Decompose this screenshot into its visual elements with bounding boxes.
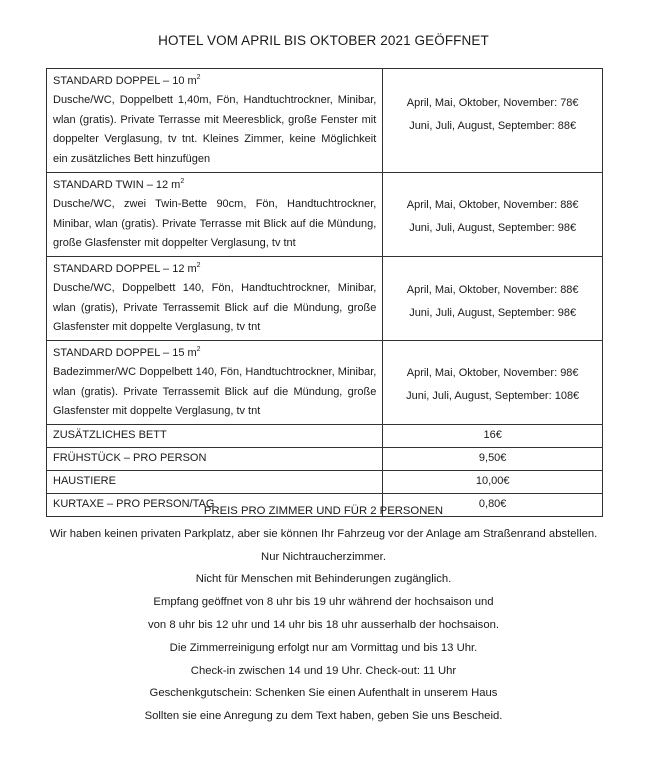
price-cell — [383, 173, 603, 257]
extra-label: HAUSTIERE — [47, 471, 383, 494]
table-row — [47, 425, 603, 448]
room-description: Badezimmer/WC Doppelbett 140, Fön, Handtuchtrockner, Minibar, wlan (gratis). Private Terrassemit Blick auf die Mündung, große Glasfenster mit doppelte Verglasung, tv tnt — [53, 366, 377, 418]
note-line: Check-in zwischen 14 und 19 Uhr. Check-out: 11 Uhr — [190, 664, 457, 677]
price-low-season: April, Mai, Oktober, November: 88€ — [406, 284, 579, 296]
price-cell — [383, 341, 603, 425]
note-line: Nicht für Menschen mit Behinderungen zugänglich. — [195, 573, 452, 586]
extra-price: 9,50€ — [383, 448, 603, 471]
note-line: PREIS PRO ZIMMER UND FÜR 2 PERSONEN — [203, 505, 444, 517]
price-cell — [383, 257, 603, 341]
room-name: STANDARD TWIN – 12 $m^2$ — [53, 178, 185, 191]
extra-price: 0,80€ — [383, 494, 603, 517]
price-high-season: Juni, Juli, August, September: 88€ — [409, 120, 577, 132]
table-row — [47, 341, 603, 425]
price-high-season: Juni, Juli, August, September: 108€ — [406, 390, 580, 402]
room-cell — [47, 341, 383, 425]
room-description: Dusche/WC, zwei Twin-Bette 90cm, Fön, Handtuchtrockner, Minibar, wlan (gratis). Private Terrasse mit Blick auf die Mündung, große Glasfenster mit doppelter Verglasung, tv tnt — [53, 198, 377, 250]
room-description: Dusche/WC, Doppelbett 140, Fön, Handtuchtrockner, Minibar, wlan (gratis), Private Terrassemit Blick auf die Mündung, große Glasfenster mit doppelte Verglasung, tv tnt — [53, 282, 377, 334]
price-high-season: Juni, Juli, August, September: 98€ — [409, 222, 577, 234]
price-high-season: Juni, Juli, August, September: 98€ — [409, 307, 577, 319]
table-row — [47, 448, 603, 471]
room-cell — [47, 173, 383, 257]
room-name: STANDARD DOPPEL – 10 $m^2$ — [53, 74, 201, 87]
extra-price: 16€ — [383, 425, 603, 448]
price-low-season: April, Mai, Oktober, November: 88€ — [406, 199, 579, 211]
table-row — [47, 257, 603, 341]
note-line: Die Zimmerreinigung erfolgt nur am Vormittag und bis 13 Uhr. — [169, 641, 478, 654]
table-row — [47, 471, 603, 494]
price-low-season: April, Mai, Oktober, November: 98€ — [406, 367, 579, 379]
extra-price: 10,00€ — [383, 471, 603, 494]
room-description: Dusche/WC, Doppelbett 1,40m, Fön, Handtuchtrockner, Minibar, wlan (gratis). Private Terrasse mit Meeresblick, große Fenster mit doppelter Verglasung, tv tnt. Kleines Zimmer, keine Möglichkeit ein zusätzliches Bett hinzufügen — [53, 94, 377, 166]
notes-section — [0, 500, 647, 728]
price-cell — [383, 69, 603, 173]
extra-label: FRÜHSTÜCK – PRO PERSON — [47, 448, 383, 471]
note-line: Wir haben keinen privaten Parkplatz, aber sie können Ihr Fahrzeug vor der Anlage am Straßenrand abstellen. — [49, 527, 598, 540]
price-table — [46, 68, 603, 517]
table-row — [47, 173, 603, 257]
note-line: von 8 uhr bis 12 uhr und 14 uhr bis 18 uhr ausserhalb der hochsaison. — [147, 618, 500, 631]
room-name: STANDARD DOPPEL – 15 $m^2$ — [53, 346, 201, 359]
page-title: HOTEL VOM APRIL BIS OKTOBER 2021 GEÖFFNET — [158, 33, 489, 48]
note-line: Geschenkgutschein: Schenken Sie einen Aufenthalt in unserem Haus — [149, 687, 498, 700]
note-line: Sollten sie eine Anregung zu dem Text haben, geben Sie uns Bescheid. — [144, 710, 503, 723]
room-cell — [47, 69, 383, 173]
room-cell — [47, 257, 383, 341]
note-line: Empfang geöffnet von 8 uhr bis 19 uhr während der hochsaison und — [153, 596, 494, 609]
table-row — [47, 69, 603, 173]
extra-label: ZUSÄTZLICHES BETT — [47, 425, 383, 448]
price-low-season: April, Mai, Oktober, November: 78€ — [406, 97, 579, 109]
extra-label: KURTAXE – PRO PERSON/TAG — [47, 494, 383, 517]
room-name: STANDARD DOPPEL – 12 $m^2$ — [53, 262, 201, 275]
note-line: Nur Nichtraucherzimmer. — [261, 550, 386, 563]
